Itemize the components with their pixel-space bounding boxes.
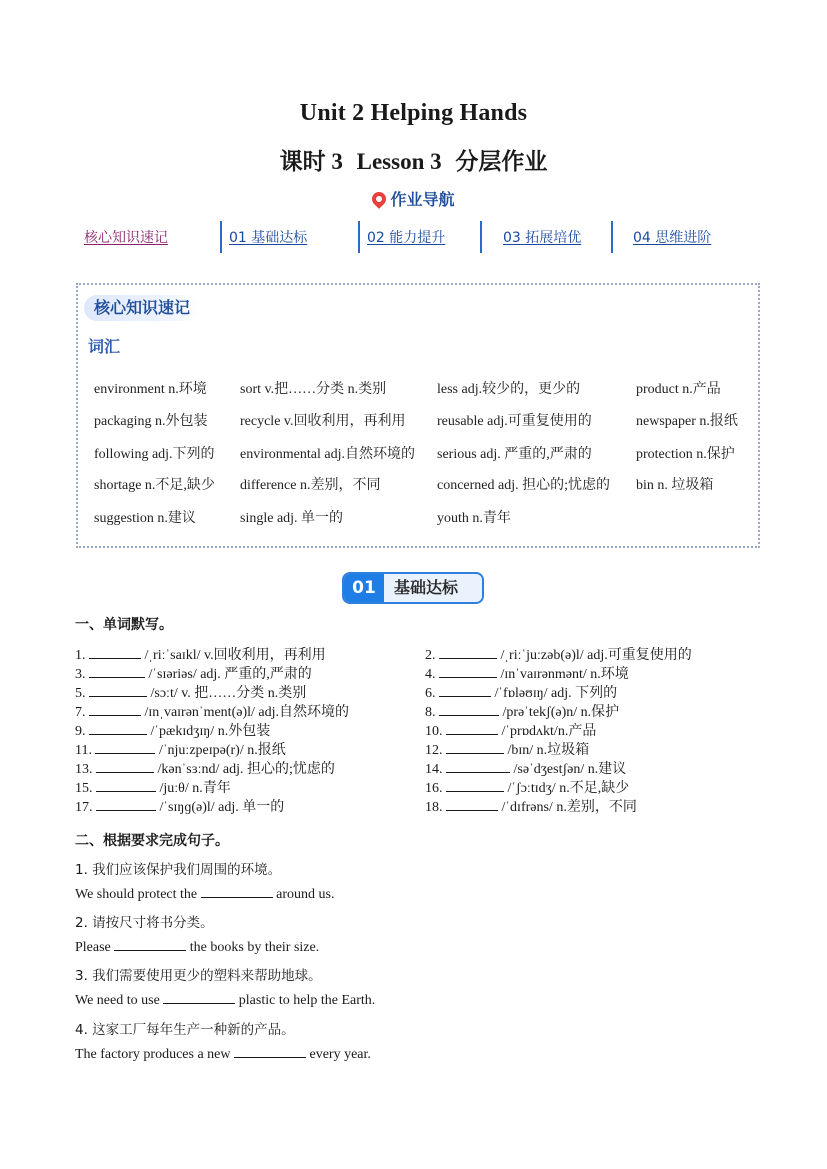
nav-link-basic[interactable]: 01 基础达标: [229, 230, 308, 246]
item-prompt: /ˈprɒdʌkt/n.产品: [498, 724, 597, 739]
item-number: 18.: [425, 800, 446, 815]
item-prompt: /sɔːt/ v. 把……分类 n.类别: [147, 686, 307, 701]
dictation-item: [75, 720, 270, 740]
answer-blank[interactable]: [89, 723, 147, 735]
item-prompt: /ɪnˈvaɪrənmənt/ n.环境: [497, 667, 629, 682]
dictation-item: [425, 796, 637, 816]
vocab-item: packaging n.外包装: [94, 414, 208, 429]
item-prompt: /ˈdɪfrəns/ n.差别，不同: [498, 800, 637, 815]
answer-blank[interactable]: [439, 647, 497, 659]
item-prompt: /ˈsɪŋɡ(ə)l/ adj. 单一的: [156, 800, 285, 815]
dictation-item: [425, 644, 692, 664]
dictation-item: [75, 777, 231, 797]
nav-divider: [480, 221, 482, 253]
vocab-item: suggestion n.建议: [94, 511, 196, 526]
answer-blank[interactable]: [234, 1046, 306, 1058]
english-sentence: [75, 939, 319, 956]
answer-blank[interactable]: [114, 939, 186, 951]
section-number: 01: [344, 574, 384, 602]
sentence-after-blank: around us.: [272, 887, 335, 902]
answer-blank[interactable]: [163, 992, 235, 1004]
chinese-sentence: 2. 请按尺寸将书分类。: [75, 915, 214, 931]
nav-heading: [0, 187, 827, 210]
nav-heading-label: 作业导航: [390, 190, 455, 209]
item-number: 5.: [75, 686, 89, 701]
item-prompt: /ˈnjuːzpeɪpə(r)/ n.报纸: [155, 743, 286, 758]
item-number: 16.: [425, 781, 446, 796]
answer-blank[interactable]: [89, 666, 145, 678]
vocabulary-heading: 词汇: [88, 337, 121, 356]
sentence-after-blank: the books by their size.: [186, 940, 320, 955]
answer-blank[interactable]: [89, 685, 147, 697]
part1-heading: 一、单词默写。: [75, 617, 173, 633]
item-number: 8.: [425, 705, 439, 720]
answer-blank[interactable]: [446, 761, 510, 773]
section-title: 基础达标: [394, 578, 459, 597]
dictation-item: [75, 663, 312, 683]
item-number: 15.: [75, 781, 96, 796]
chinese-sentence: 3. 我们需要使用更少的塑料来帮助地球。: [75, 968, 322, 984]
item-prompt: /ˈpækɪdʒɪŋ/ n.外包装: [147, 724, 271, 739]
sentence-before-blank: Please: [75, 940, 115, 955]
item-prompt: /səˈdʒestʃən/ n.建议: [510, 762, 627, 777]
item-prompt: /ɪnˌvaɪrənˈment(ə)l/ adj.自然环境的: [141, 705, 349, 720]
dictation-item: [75, 644, 326, 664]
vocab-item: single adj. 单一的: [240, 511, 344, 526]
nav-link-ability[interactable]: 02 能力提升: [367, 230, 446, 246]
nav-divider: [611, 221, 613, 253]
answer-blank[interactable]: [96, 799, 156, 811]
dictation-item: [425, 777, 629, 797]
page-subtitle: [0, 143, 827, 176]
english-sentence: [75, 992, 375, 1009]
answer-blank[interactable]: [201, 886, 273, 898]
vocab-item: product n.产品: [636, 382, 721, 397]
sentence-before-blank: We should protect the: [75, 887, 201, 902]
location-pin-icon: [370, 189, 390, 209]
dictation-item: [425, 701, 619, 721]
item-number: 3.: [75, 667, 89, 682]
vocab-item: reusable adj.可重复使用的: [437, 414, 592, 429]
answer-blank[interactable]: [439, 704, 499, 716]
item-prompt: /ˌriːˈjuːzəb(ə)l/ adj.可重复使用的: [497, 648, 692, 663]
answer-blank[interactable]: [96, 761, 154, 773]
vocab-item: bin n. 垃圾箱: [636, 478, 714, 493]
vocab-item: difference n.差别，不同: [240, 478, 381, 493]
vocab-item: concerned adj. 担心的;忧虑的: [437, 478, 611, 493]
vocab-item: newspaper n.报纸: [636, 414, 738, 429]
part2-heading: 二、根据要求完成句子。: [75, 833, 229, 849]
item-number: 11.: [75, 743, 96, 758]
answer-blank[interactable]: [446, 742, 504, 754]
answer-blank[interactable]: [446, 799, 498, 811]
sentence-before-blank: We need to use: [75, 993, 164, 1008]
vocab-item: following adj.下列的: [94, 447, 215, 462]
item-number: 10.: [425, 724, 446, 739]
item-number: 2.: [425, 648, 439, 663]
subtitle-lesson: Lesson 3: [356, 149, 442, 174]
subtitle-lesson-period: 课时 3: [279, 149, 343, 174]
item-number: 7.: [75, 705, 89, 720]
item-number: 12.: [425, 743, 446, 758]
item-number: 1.: [75, 648, 89, 663]
sentence-after-blank: plastic to help the Earth.: [235, 993, 376, 1008]
item-prompt: /ˈfɒləʊɪŋ/ adj. 下列的: [491, 686, 618, 701]
dictation-item: [425, 663, 629, 683]
item-prompt: /juːθ/ n.青年: [156, 781, 231, 796]
vocab-item: less adj.较少的，更少的: [437, 382, 581, 397]
answer-blank[interactable]: [89, 647, 141, 659]
english-sentence: [75, 1046, 371, 1063]
chinese-sentence: 4. 这家工厂每年生产一种新的产品。: [75, 1022, 295, 1038]
vocab-item: shortage n.不足,缺少: [94, 478, 215, 493]
answer-blank[interactable]: [89, 704, 141, 716]
item-number: 9.: [75, 724, 89, 739]
answer-blank[interactable]: [96, 780, 156, 792]
nav-divider: [220, 221, 222, 253]
nav-link-core-knowledge[interactable]: 核心知识速记: [84, 230, 168, 246]
dictation-item: [75, 758, 335, 778]
dictation-item: [75, 796, 284, 816]
item-prompt: /ˌriːˈsaɪkl/ v.回收利用，再利用: [141, 648, 326, 663]
item-prompt: /ˈʃɔːtɪdʒ/ n.不足,缺少: [504, 781, 630, 796]
answer-blank[interactable]: [439, 666, 497, 678]
dictation-item: [75, 701, 349, 721]
section-badge-basic: [342, 572, 484, 604]
core-knowledge-heading: 核心知识速记: [84, 295, 200, 321]
vocab-item: environmental adj.自然环境的: [240, 447, 415, 462]
page-title: Unit 2 Helping Hands: [299, 100, 528, 126]
item-number: 13.: [75, 762, 96, 777]
item-prompt: /prəˈtekʃ(ə)n/ n.保护: [499, 705, 620, 720]
sentence-after-blank: every year.: [305, 1047, 371, 1062]
dictation-item: [425, 720, 596, 740]
vocab-item: protection n.保护: [636, 447, 735, 462]
item-prompt: /bɪn/ n.垃圾箱: [504, 743, 590, 758]
vocab-item: serious adj. 严重的,严肃的: [437, 447, 592, 462]
vocab-item: youth n.青年: [437, 511, 511, 526]
vocab-item: sort v.把……分类 n.类别: [240, 382, 387, 397]
item-number: 4.: [425, 667, 439, 682]
item-prompt: /ˈsɪəriəs/ adj. 严重的,严肃的: [145, 667, 312, 682]
subtitle-homework: 分层作业: [455, 149, 548, 174]
dictation-item: [425, 758, 626, 778]
nav-divider: [358, 221, 360, 253]
english-sentence: [75, 886, 334, 903]
dictation-item: [425, 739, 589, 759]
chinese-sentence: 1. 我们应该保护我们周围的环境。: [75, 862, 282, 878]
vocab-item: recycle v.回收利用，再利用: [240, 414, 406, 429]
answer-blank[interactable]: [446, 780, 504, 792]
answer-blank[interactable]: [95, 742, 155, 754]
dictation-item: [425, 682, 617, 702]
item-number: 6.: [425, 686, 439, 701]
item-prompt: /kənˈsɜːnd/ adj. 担心的;忧虑的: [154, 762, 335, 777]
answer-blank[interactable]: [446, 723, 498, 735]
item-number: 17.: [75, 800, 96, 815]
nav-link-extension[interactable]: 03 拓展培优: [503, 230, 582, 246]
item-number: 14.: [425, 762, 446, 777]
dictation-item: [75, 739, 286, 759]
dictation-item: [75, 682, 306, 702]
sentence-before-blank: The factory produces a new: [75, 1047, 234, 1062]
vocab-item: environment n.环境: [94, 382, 207, 397]
nav-link-thinking[interactable]: 04 思维进阶: [633, 230, 712, 246]
answer-blank[interactable]: [439, 685, 491, 697]
homework-nav-bar: [82, 221, 752, 253]
